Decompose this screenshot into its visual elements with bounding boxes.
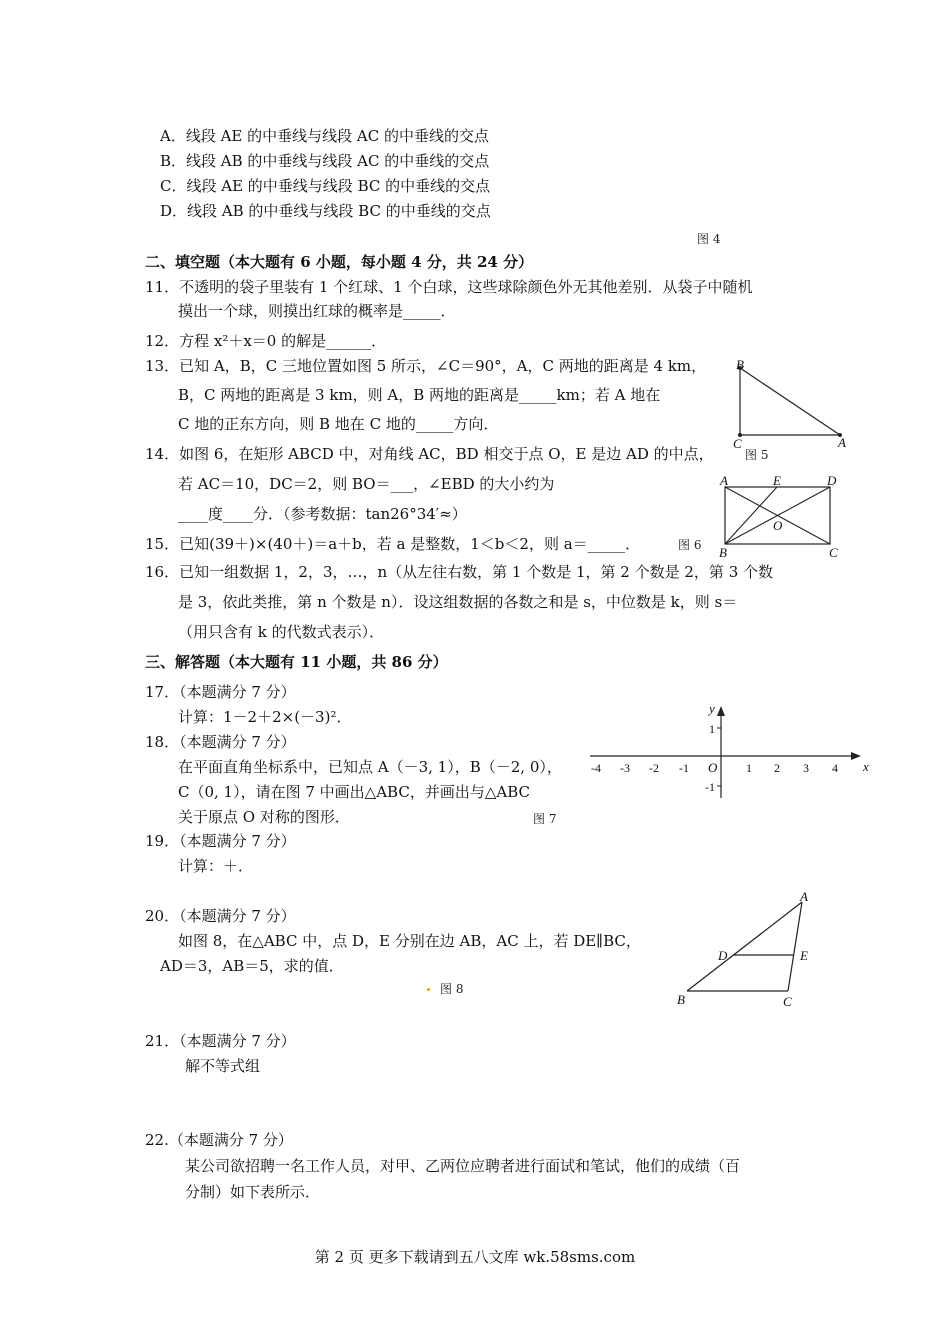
q17-line1: 17．（本题满分 7 分） bbox=[145, 683, 296, 701]
q14-line2: 若 AC＝10，DC＝2，则 BO＝___，∠EBD 的大小约为 bbox=[178, 475, 555, 493]
x-axis-arrow bbox=[851, 752, 861, 760]
q15: 15．已知(39＋)×(40＋)＝a＋b，若 a 是整数，1＜b＜2，则 a＝_____． bbox=[145, 535, 641, 553]
side-ab bbox=[740, 368, 840, 435]
page-footer: 第 2 页 更多下载请到五八文库 wk.58sms.com bbox=[314, 1248, 636, 1266]
label-c: C bbox=[783, 994, 792, 1009]
marker-dot bbox=[427, 988, 430, 991]
label-b: B bbox=[719, 545, 727, 560]
figure-8-caption: 图 8 bbox=[440, 982, 464, 996]
label-y: y bbox=[709, 701, 715, 716]
q21-line1: 21．（本题满分 7 分） bbox=[145, 1032, 296, 1050]
tick-label-x-2: 2 bbox=[774, 761, 780, 775]
label-a: A bbox=[838, 435, 846, 450]
label-d: D bbox=[827, 474, 837, 488]
label-o: O bbox=[773, 518, 783, 533]
label-b: B bbox=[677, 992, 685, 1007]
figure-7-caption: 图 7 bbox=[533, 812, 557, 826]
section-3-heading: 三、解答题（本大题有 11 小题，共 86 分） bbox=[145, 653, 448, 671]
label-a: A bbox=[800, 889, 808, 904]
figure-7-axes bbox=[585, 698, 870, 804]
q20-line1: 20．（本题满分 7 分） bbox=[145, 907, 296, 925]
q18-line4: 关于原点 O 对称的图形． bbox=[178, 808, 350, 826]
label-e: E bbox=[800, 948, 808, 963]
q20-line2: 如图 8，在△ABC 中，点 D，E 分别在边 AB，AC 上，若 DE∥BC， bbox=[178, 932, 641, 950]
option-b: B．线段 AB 的中垂线与线段 AC 的中垂线的交点 bbox=[160, 152, 490, 170]
q16-line1: 16．已知一组数据 1，2，3，…，n（从左往右数，第 1 个数是 1，第 2 个数是 2，第 3 个数 bbox=[145, 563, 774, 581]
tick-label-y-neg1: -1 bbox=[705, 780, 715, 794]
figure-6-rectangle bbox=[715, 474, 845, 564]
tick-label-x-3: 3 bbox=[803, 761, 809, 775]
q21-line2: 解不等式组 bbox=[185, 1057, 261, 1075]
q13-line3: C 地的正东方向，则 B 地在 C 地的_____方向． bbox=[178, 415, 499, 433]
figure-5-caption: 图 5 bbox=[745, 448, 769, 462]
label-x: x bbox=[863, 759, 869, 774]
label-origin: O bbox=[708, 760, 718, 775]
tick-label-x-neg1: -1 bbox=[679, 761, 689, 775]
label-c: C bbox=[829, 545, 838, 560]
q22-line3: 分制）如下表所示． bbox=[185, 1183, 321, 1201]
label-c: C bbox=[733, 436, 742, 450]
q14-line3: ____度____分．（参考数据：tan26°34′≈） bbox=[178, 505, 467, 523]
option-c: C．线段 AE 的中垂线与线段 BC 的中垂线的交点 bbox=[160, 177, 491, 195]
q11-line2: 摸出一个球，则摸出红球的概率是_____． bbox=[178, 302, 456, 320]
y-axis-arrow bbox=[717, 706, 725, 716]
q22-line2: 某公司欲招聘一名工作人员，对甲、乙两位应聘者进行面试和笔试，他们的成绩（百 bbox=[185, 1157, 741, 1175]
tick-label-x-1: 1 bbox=[746, 761, 752, 775]
option-d: D．线段 AB 的中垂线与线段 BC 的中垂线的交点 bbox=[160, 202, 491, 220]
q18-line1: 18．（本题满分 7 分） bbox=[145, 733, 296, 751]
segment-be bbox=[725, 487, 777, 544]
section-2-heading: 二、填空题（本大题有 6 小题，每小题 4 分，共 24 分） bbox=[145, 253, 534, 271]
tick-label-y-1: 1 bbox=[709, 722, 715, 736]
figure-5-triangle bbox=[728, 358, 858, 450]
label-b: B bbox=[736, 358, 744, 372]
option-a: A．线段 AE 的中垂线与线段 AC 的中垂线的交点 bbox=[160, 127, 489, 145]
figure-8-triangle bbox=[670, 888, 820, 1013]
label-d: D bbox=[718, 948, 728, 963]
figure-4-caption: 图 4 bbox=[697, 232, 721, 246]
q19-line1: 19．（本题满分 7 分） bbox=[145, 832, 296, 850]
q13-line2: B，C 两地的距离是 3 km，则 A，B 两地的距离是_____km；若 A 地在 bbox=[178, 386, 661, 404]
q18-line2: 在平面直角坐标系中，已知点 A（－3, 1），B（－2, 0）， bbox=[178, 758, 562, 776]
label-a: A bbox=[720, 474, 728, 488]
q13-line1: 13．已知 A，B，C 三地位置如图 5 所示，∠C＝90°，A，C 两地的距离是 4 km， bbox=[145, 357, 707, 375]
side-ab bbox=[687, 902, 802, 991]
tick-label-x-neg3: -3 bbox=[620, 761, 630, 775]
q16-line3: （用只含有 k 的代数式表示）． bbox=[178, 623, 385, 641]
q11-line1: 11．不透明的袋子里装有 1 个红球、1 个白球，这些球除颜色外无其他差别．从袋子中随机 bbox=[145, 278, 753, 296]
tick-label-x-neg4: -4 bbox=[591, 761, 601, 775]
q22-line1: 22.（本题满分 7 分） bbox=[145, 1131, 293, 1149]
q17-line2: 计算：1－2＋2×(－3)²． bbox=[178, 708, 352, 726]
side-ac bbox=[788, 902, 802, 991]
tick-label-x-neg2: -2 bbox=[649, 761, 659, 775]
q18-line3: C（0, 1），请在图 7 中画出△ABC，并画出与△ABC bbox=[178, 783, 530, 801]
q12: 12．方程 x²＋x＝0 的解是______． bbox=[145, 332, 387, 350]
q19-line2: 计算：＋． bbox=[178, 857, 254, 875]
figure-6-caption: 图 6 bbox=[678, 538, 702, 552]
tick-label-x-4: 4 bbox=[832, 761, 838, 775]
label-e: E bbox=[773, 474, 781, 488]
q14-line1: 14．如图 6，在矩形 ABCD 中，对角线 AC，BD 相交于点 O，E 是边 AD 的中点， bbox=[145, 445, 714, 463]
q16-line2: 是 3，依此类推，第 n 个数是 n）．设这组数据的各数之和是 s，中位数是 k，则 s＝ bbox=[178, 593, 738, 611]
q20-line3: AD＝3，AB＝5，求的值． bbox=[160, 957, 344, 975]
